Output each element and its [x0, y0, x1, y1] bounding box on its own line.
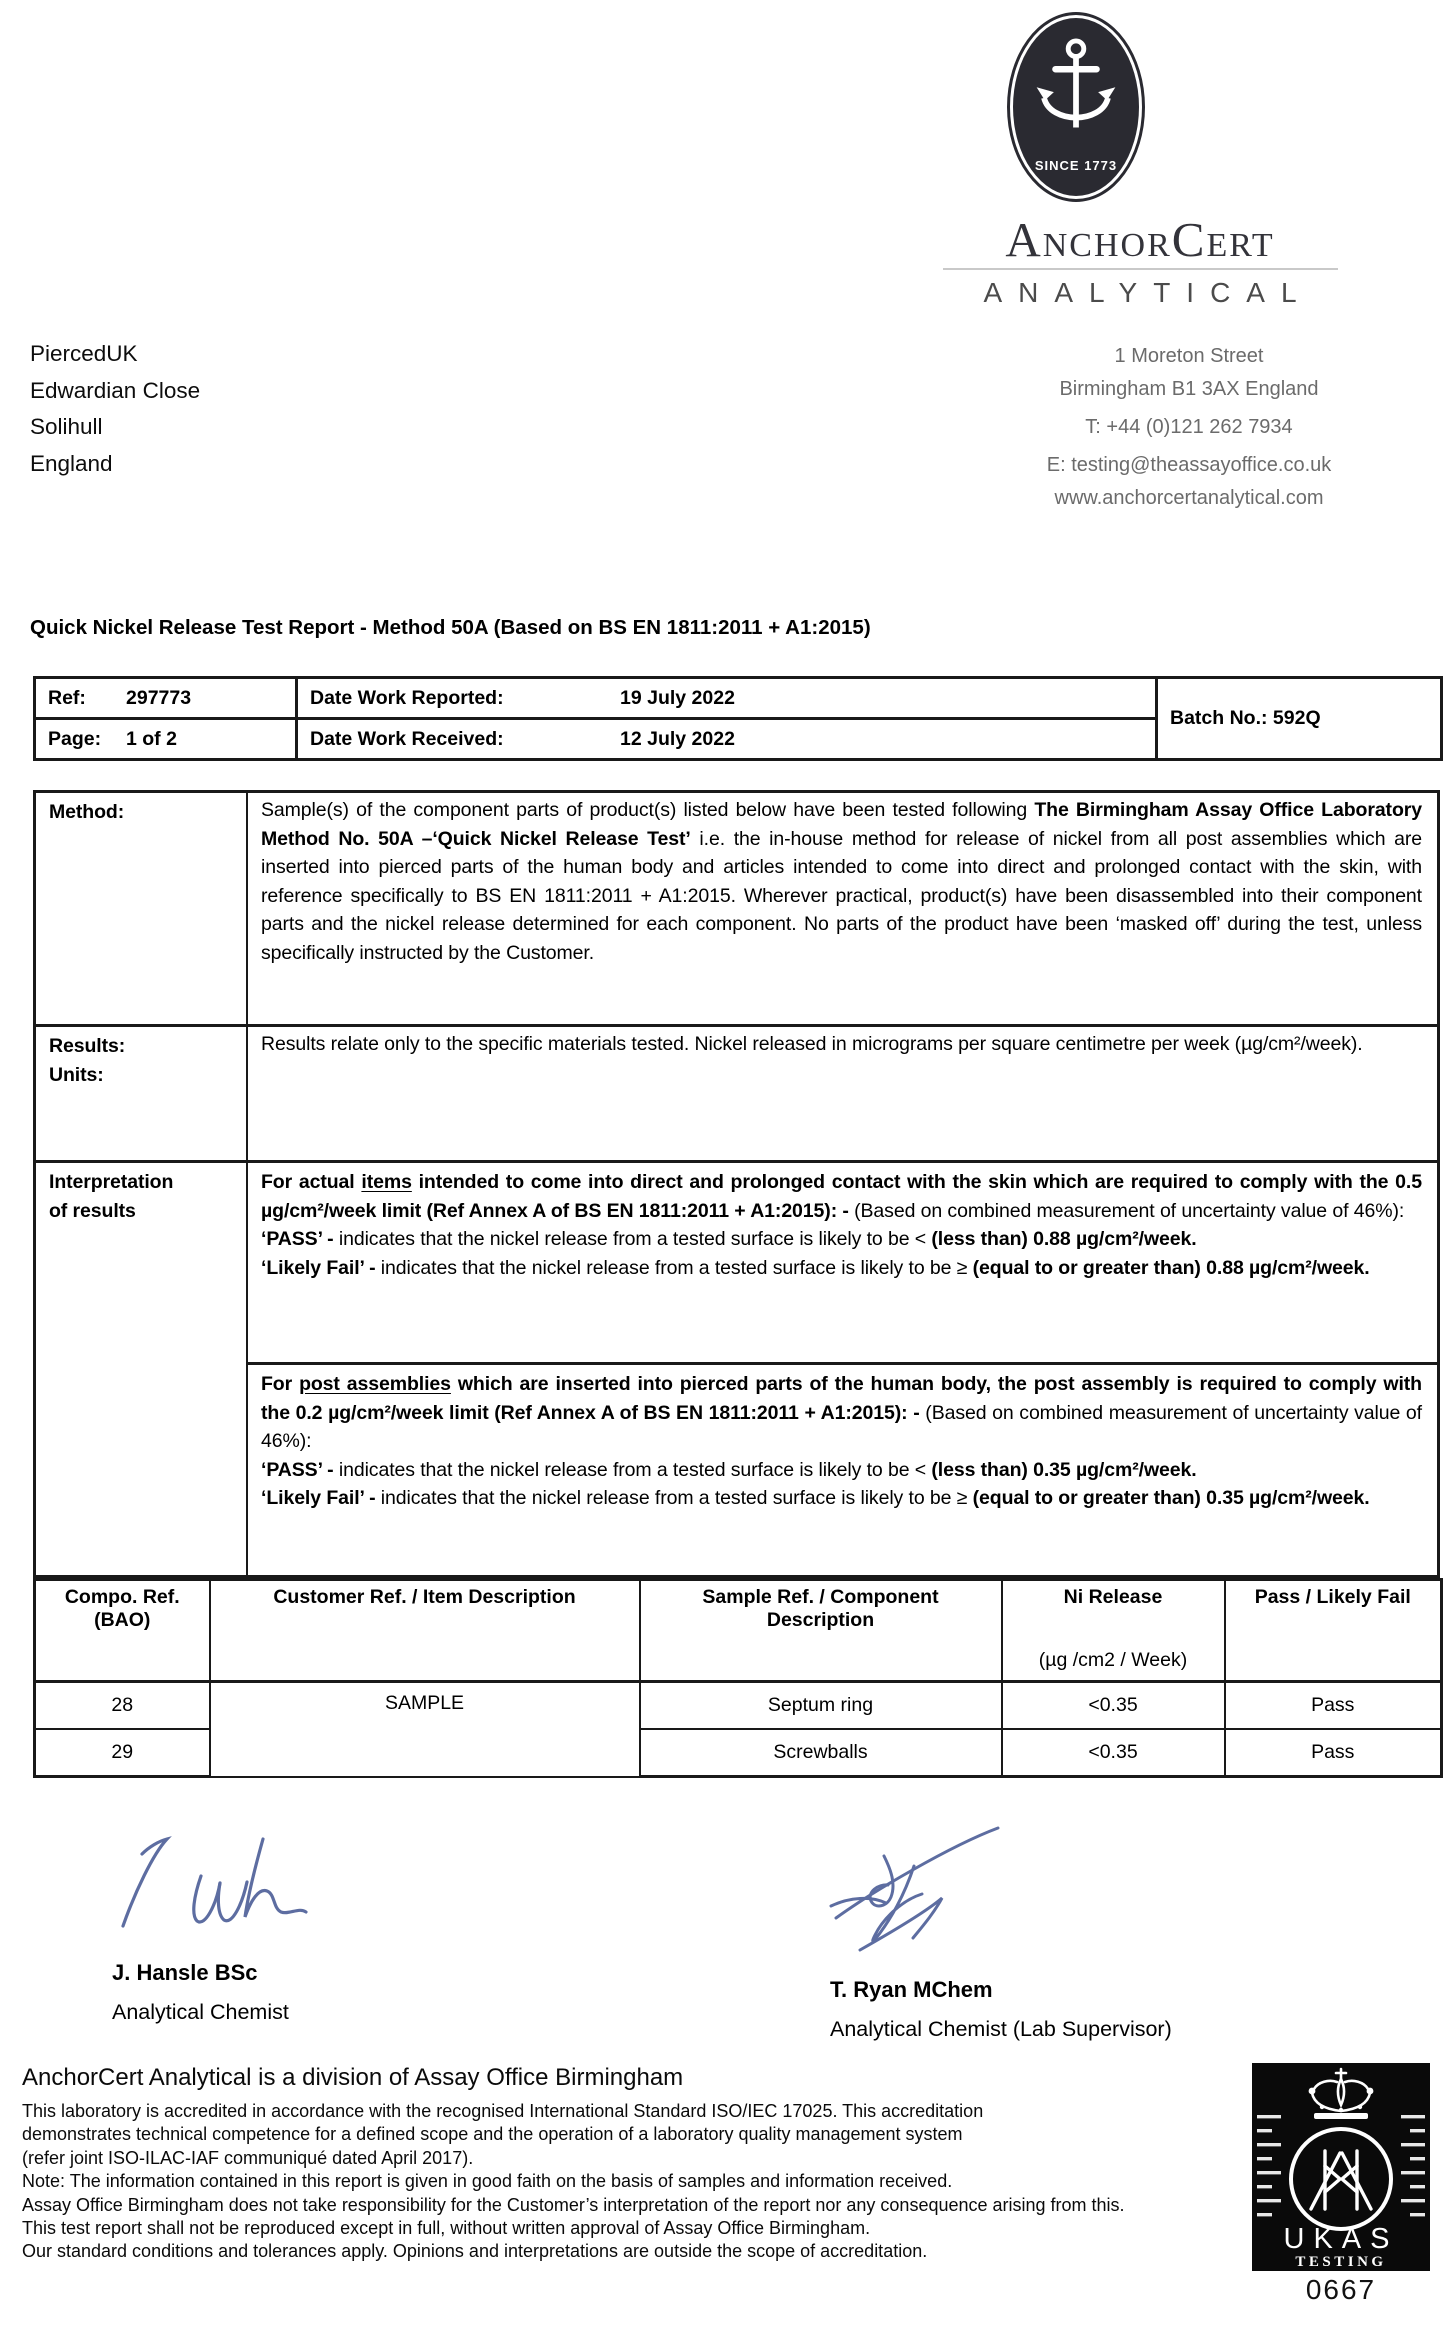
date-received-value: 12 July 2022: [620, 727, 735, 750]
date-reported-value: 19 July 2022: [620, 686, 735, 709]
ni-release-cell: <0.35: [1002, 1682, 1225, 1730]
seg: indicates that the nickel release from a tested surface is likely to be <: [338, 1458, 932, 1481]
col-header-sample-ref: [640, 1580, 1002, 1682]
results-units-label: [36, 1027, 248, 1163]
seg: intended to come into direct and prolonged contact with the skin which are required to comply with the 0.5 µg/cm²/week limit (Ref Annex A of BS EN 1811:2011 + A1:2015): -: [261, 1171, 1422, 1222]
method-seg-bold: The Birmingham Assay Office Laboratory Method No. 50A –‘Quick Nickel Release Test’: [261, 799, 1422, 850]
interpretation-items-box: [248, 1163, 1437, 1365]
footer-disclaimer: [22, 2100, 1227, 2264]
seg: (Based on combined measurement of uncertainty value of 46%):: [261, 1401, 1422, 1452]
hdr-line: Description: [766, 1609, 875, 1631]
items-underlined: items: [361, 1171, 412, 1193]
results-table: [33, 1578, 1443, 1778]
post-assemblies-underlined: post assemblies: [299, 1373, 451, 1395]
batch-cell: Batch No.: 592Q: [1157, 678, 1442, 760]
customer-ref-cell: SAMPLE: [210, 1682, 640, 1777]
pass-term: ‘PASS’ -: [261, 1458, 339, 1481]
interpretation-label-line2: of results: [49, 1199, 136, 1222]
pass-definition: [261, 1456, 1422, 1485]
result-cell: Pass: [1225, 1729, 1442, 1777]
lab-website: www.anchorcertanalytical.com: [1054, 487, 1324, 509]
date-received-label: Date Work Received:: [310, 727, 504, 750]
hdr-line: Sample Ref. / Component: [702, 1586, 939, 1608]
fail-term: ‘Likely Fail’ -: [261, 1256, 381, 1279]
signature-t-ryan: [828, 1820, 1013, 1960]
hdr-units: (µg /cm2 / Week): [1038, 1649, 1188, 1671]
anchor-icon: [1035, 32, 1117, 154]
ukas-accreditation-mark: [1252, 2063, 1430, 2306]
method-section-table: [33, 790, 1440, 1578]
compo-ref-cell: 28: [35, 1682, 210, 1730]
ukas-number: 0667: [1305, 2274, 1377, 2305]
likely-fail-definition: [261, 1254, 1422, 1283]
svg-text:UKAS: UKAS: [1283, 2223, 1399, 2255]
results-label: Results:: [49, 1035, 126, 1057]
report-info-table: [33, 676, 1443, 761]
footer-line: Our standard conditions and tolerances apply. Opinions and interpretations are outside the scope of accreditation.: [22, 2241, 928, 2262]
results-units-text: [248, 1027, 1437, 1163]
pass-term: ‘PASS’ -: [261, 1228, 339, 1250]
lab-address-line: Birmingham B1 3AX England: [1059, 378, 1319, 400]
anchor-logo-inner: [1013, 18, 1139, 196]
logo-divider: [943, 268, 1338, 270]
seg: indicates that the nickel release from a tested surface is likely to be ≥: [380, 1487, 973, 1509]
seg: For: [261, 1373, 300, 1395]
seg: which are inserted into pierced parts of the human body, the post assembly is required to comply with the 0.2 µg/cm²/week limit (Ref Annex A of BS EN 1811:2011 + A1:2015): -: [261, 1373, 1422, 1424]
customer-address-line: Solihull: [30, 414, 103, 439]
seg: indicates that the nickel release from a tested surface is likely to be ≥: [380, 1256, 973, 1279]
result-cell: Pass: [1225, 1682, 1442, 1730]
fail-threshold: (equal to or greater than) 0.88 µg/cm²/week.: [972, 1256, 1370, 1279]
ref-label: Ref:: [48, 686, 86, 709]
method-seg: i.e. the in-house method for release of nickel from all post assemblies which are inserted into pierced parts of the human body and articles intended to come into direct and prolonged contact with the skin, with reference specifically to BS EN 1811:2011 + A1:2015. Wherever practical, product(s) have been disassembled into their component parts and the nickel release determined for each component. No parts of the product have been ‘masked off’ during the test, unless specifically instructed by the Customer.: [261, 827, 1422, 964]
footer-line: Assay Office Birmingham does not take responsibility for the Customer’s interpretation of the report nor any consequence arising from this.: [22, 2194, 1125, 2215]
component-cell: Septum ring: [640, 1682, 1002, 1730]
page-value: 1 of 2: [126, 727, 177, 750]
seg: (Based on combined measurement of uncertainty value of 46%):: [854, 1199, 1405, 1222]
customer-address-line: PiercedUK: [30, 341, 138, 366]
method-paragraph: [261, 796, 1422, 967]
footer-line: Note: The information contained in this report is given in good faith on the basis of samples and information received.: [22, 2171, 953, 2192]
date-reported-cell: [297, 678, 1157, 719]
hdr-line: Ni Release: [1063, 1586, 1163, 1608]
method-label: Method:: [36, 793, 248, 1027]
seg: indicates that the nickel release from a tested surface is likely to be <: [338, 1228, 932, 1250]
page-label: Page:: [48, 727, 102, 750]
pass-threshold: (less than) 0.88 µg/cm²/week.: [931, 1228, 1197, 1250]
col-header-compo-ref: [35, 1580, 210, 1682]
interpretation-label-line1: Interpretation: [49, 1171, 174, 1193]
col-header-ni-release: [1002, 1580, 1225, 1682]
post-assemblies-limit-paragraph: [261, 1370, 1422, 1456]
seg: For actual: [261, 1171, 362, 1193]
ref-cell: [35, 678, 297, 719]
pass-definition: [261, 1225, 1422, 1254]
items-limit-paragraph: [261, 1168, 1422, 1225]
compo-ref-cell: 29: [35, 1729, 210, 1777]
signatory-name: J. Hansle BSc: [112, 1960, 258, 1985]
results-units-paragraph: Results relate only to the specific materials tested. Nickel released in micrograms per square centimetre per week (µg/cm²/week).: [261, 1033, 1363, 1055]
method-seg: Sample(s) of the component parts of product(s) listed below have been tested following: [261, 799, 1035, 821]
customer-address-line: England: [30, 450, 113, 476]
logo-since-label: SINCE 1773: [1034, 158, 1118, 173]
logo-wordmark: AnchorCert: [1005, 212, 1275, 267]
footer-line: This laboratory is accredited in accordance with the recognised International Standard ISO/IEC 17025. This accreditation: [22, 2101, 984, 2121]
units-label: Units:: [49, 1063, 104, 1086]
footer-heading: AnchorCert Analytical is a division of Assay Office Birmingham: [22, 2064, 684, 2091]
signatory-title: Analytical Chemist (Lab Supervisor): [830, 2017, 1172, 2041]
ref-value: 297773: [126, 686, 192, 709]
col-header-customer-ref: Customer Ref. / Item Description: [210, 1580, 640, 1682]
signatory-title: Analytical Chemist: [112, 2000, 289, 2024]
interpretation-post-assemblies-box: [248, 1365, 1437, 1575]
footer-line: (refer joint ISO-ILAC-IAF communiqué dated April 2017).: [22, 2147, 474, 2168]
footer-line: demonstrates technical competence for a defined scope and the operation of a laboratory quality management system: [22, 2124, 963, 2145]
interpretation-text: [248, 1163, 1437, 1575]
table-row: [35, 1682, 1442, 1730]
signature-j-hansle: [103, 1826, 313, 1946]
col-header-pass-fail: Pass / Likely Fail: [1225, 1580, 1442, 1682]
company-logo: [905, 12, 1375, 309]
date-received-cell: [297, 719, 1157, 760]
fail-threshold: (equal to or greater than) 0.35 µg/cm²/week.: [972, 1487, 1370, 1509]
anchor-logo-oval: [1007, 12, 1145, 202]
likely-fail-definition: [261, 1484, 1422, 1513]
method-text: [248, 793, 1437, 1027]
pass-threshold: (less than) 0.35 µg/cm²/week.: [931, 1458, 1197, 1481]
report-title: Quick Nickel Release Test Report - Method 50A (Based on BS EN 1811:2011 + A1:2015): [30, 616, 871, 639]
ni-release-cell: <0.35: [1002, 1729, 1225, 1777]
component-cell: Screwballs: [640, 1729, 1002, 1777]
ukas-crown-emblem-icon: [1252, 2063, 1430, 2271]
customer-address-line: Edwardian Close: [30, 377, 201, 403]
customer-address: [30, 336, 200, 482]
footer-line: This test report shall not be reproduced except in full, without written approval of Assay Office Birmingham.: [22, 2218, 871, 2239]
signatory-name: T. Ryan MChem: [830, 1977, 993, 2002]
hdr-line: Compo. Ref.: [64, 1586, 180, 1608]
svg-text:TESTING: TESTING: [1295, 2254, 1387, 2270]
date-reported-label: Date Work Reported:: [310, 686, 504, 709]
ukas-logo: [1252, 2063, 1430, 2271]
lab-phone: T: +44 (0)121 262 7934: [1085, 416, 1293, 438]
fail-term: ‘Likely Fail’ -: [261, 1487, 381, 1509]
lab-contact-block: [1003, 340, 1375, 515]
lab-email: E: testing@theassayoffice.co.uk: [1046, 454, 1332, 476]
interpretation-label: [36, 1163, 248, 1575]
hdr-line: (BAO): [94, 1609, 151, 1631]
page-cell: [35, 719, 297, 760]
logo-subtitle: ANALYTICAL: [983, 277, 1313, 309]
lab-address-line: 1 Moreton Street: [1114, 345, 1264, 367]
